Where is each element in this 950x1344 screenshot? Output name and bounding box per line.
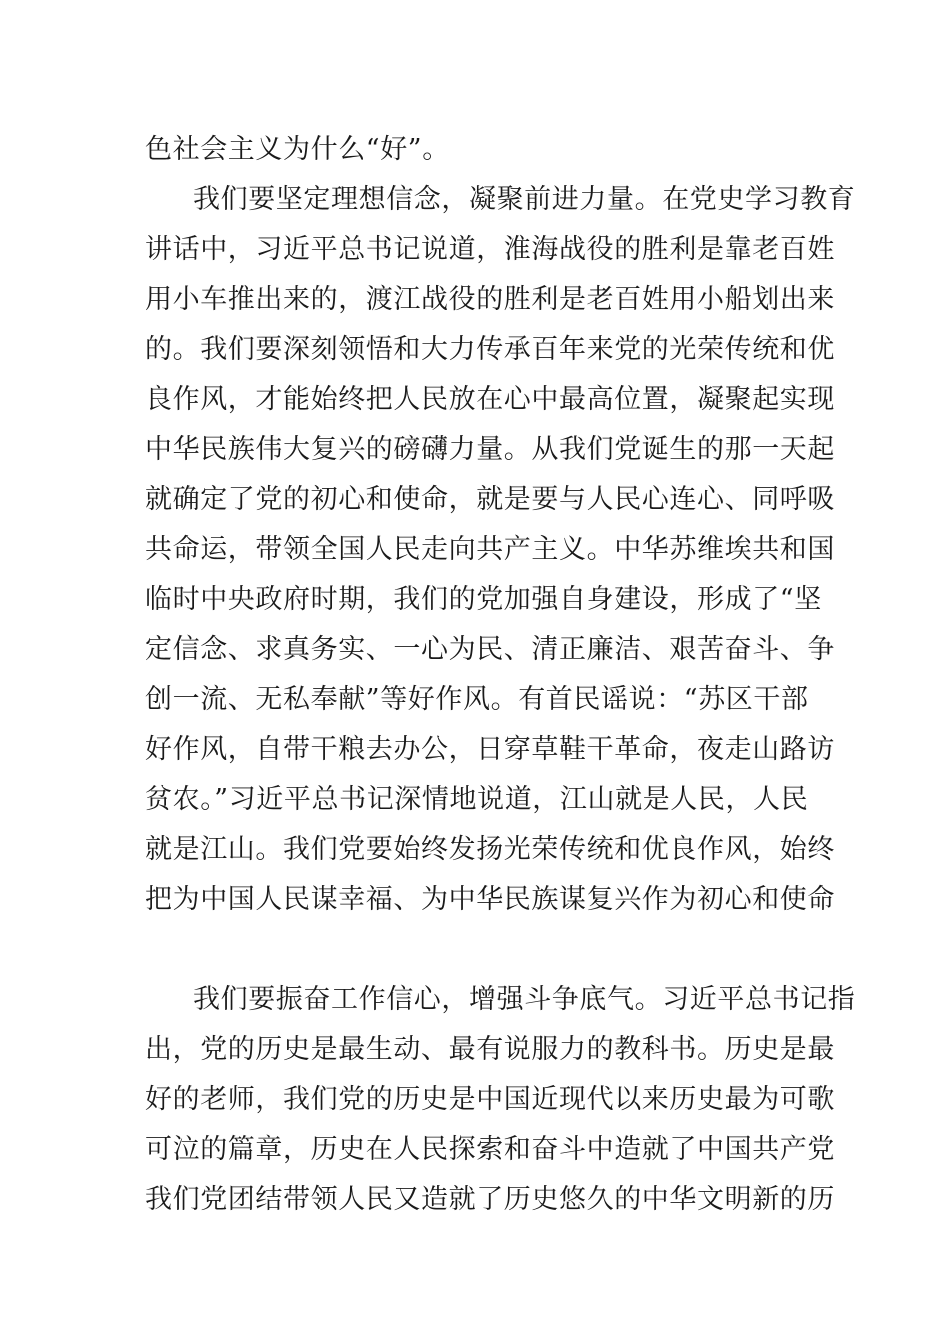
paragraph-first-line: 我们要坚定理想信念，凝聚前进力量。在党史学习教育 — [193, 184, 856, 215]
text-line: 创一流、无私奉献”等好作风。有首民谣说：“苏区干部 — [145, 684, 809, 715]
text-line: 讲话中，习近平总书记说道，淮海战役的胜利是靠老百姓 — [145, 234, 835, 265]
text-line: 可泣的篇章，历史在人民探索和奋斗中造就了中国共产党 — [145, 1134, 835, 1165]
text-line: 定信念、求真务实、一心为民、清正廉洁、艰苦奋斗、争 — [145, 634, 835, 665]
text-line: 就是江山。我们党要始终发扬光荣传统和优良作风，始终 — [145, 834, 835, 865]
text-line: 的。我们要深刻领悟和大力传承百年来党的光荣传统和优 — [145, 334, 835, 365]
text-line: 贫农。”习近平总书记深情地说道，江山就是人民，人民 — [145, 784, 809, 815]
text-line: 出，党的历史是最生动、最有说服力的教科书。历史是最 — [145, 1034, 835, 1065]
text-line: 色社会主义为什么“好”。 — [145, 134, 450, 165]
text-line: 好作风，自带干粮去办公，日穿草鞋干革命，夜走山路访 — [145, 734, 835, 765]
text-line: 我们党团结带领人民又造就了历史悠久的中华文明新的历 — [145, 1184, 835, 1215]
text-line: 共命运，带领全国人民走向共产主义。中华苏维埃共和国 — [145, 534, 835, 565]
text-line: 临时中央政府时期，我们的党加强自身建设，形成了“坚 — [145, 584, 822, 615]
text-line: 把为中国人民谋幸福、为中华民族谋复兴作为初心和使命 — [145, 884, 835, 915]
text-line: 用小车推出来的，渡江战役的胜利是老百姓用小船划出来 — [145, 284, 835, 315]
text-line: 良作风，才能始终把人民放在心中最高位置，凝聚起实现 — [145, 384, 835, 415]
text-line: 就确定了党的初心和使命，就是要与人民心连心、同呼吸 — [145, 484, 835, 515]
text-line: 中华民族伟大复兴的磅礴力量。从我们党诞生的那一天起 — [145, 434, 835, 465]
paragraph-first-line: 我们要振奋工作信心，增强斗争底气。习近平总书记指 — [193, 984, 856, 1015]
text-line: 好的老师，我们党的历史是中国近现代以来历史最为可歌 — [145, 1084, 835, 1115]
